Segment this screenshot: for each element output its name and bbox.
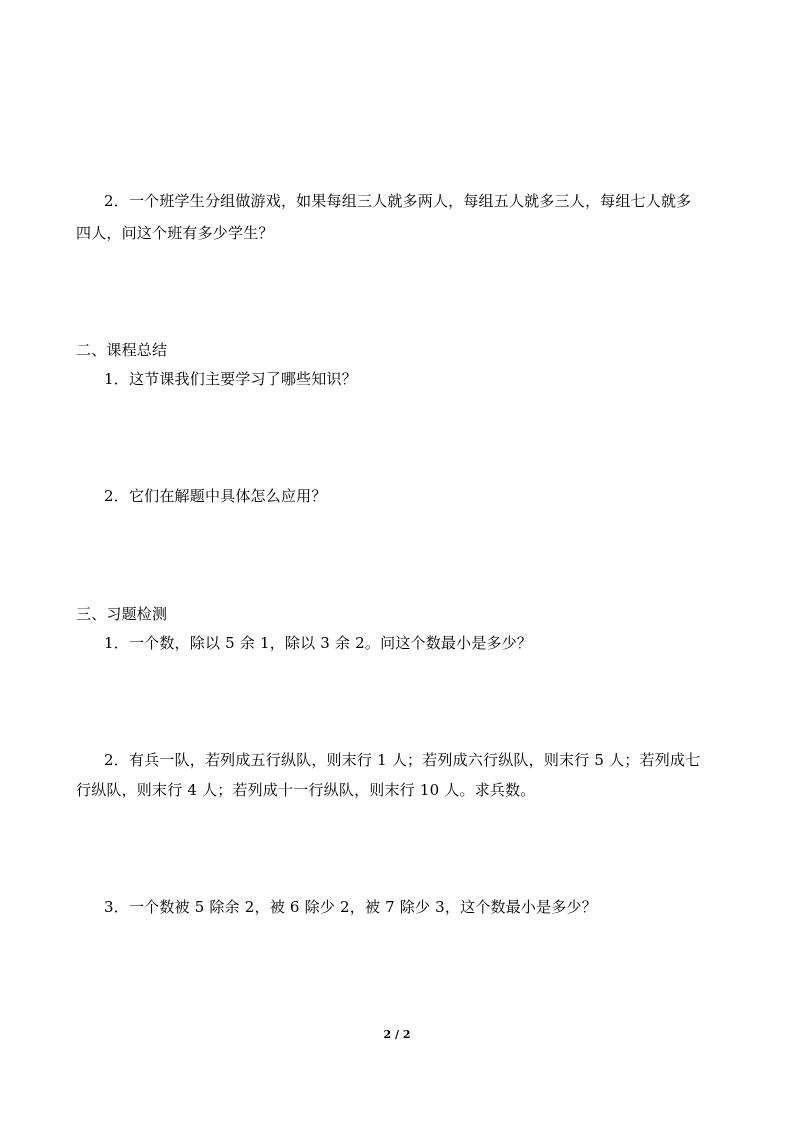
section-heading-course-summary: 二、课程总结 bbox=[76, 341, 168, 359]
exercise-question-2-line-1: 2．有兵一队，若列成五行纵队，则末行 1 人；若列成六行纵队，则末行 5 人；若列成七 bbox=[104, 751, 701, 769]
exercise-question-2-line-2: 行纵队，则末行 4 人；若列成十一行纵队，则末行 10 人。求兵数。 bbox=[76, 781, 536, 799]
exercise-question-1: 1．一个数，除以 5 余 1，除以 3 余 2。问这个数最小是多少？ bbox=[104, 634, 533, 652]
section-heading-exercises: 三、习题检测 bbox=[76, 605, 168, 623]
page-number: 2 / 2 bbox=[383, 1028, 411, 1041]
summary-question-2: 2．它们在解题中具体怎么应用？ bbox=[104, 487, 327, 505]
question-2-line-2: 四人，问这个班有多少学生？ bbox=[76, 224, 274, 242]
question-2-line-1: 2．一个班学生分组做游戏，如果每组三人就多两人，每组五人就多三人，每组七人就多 bbox=[104, 192, 692, 210]
summary-question-1: 1．这节课我们主要学习了哪些知识？ bbox=[104, 370, 357, 388]
exercise-question-3: 3．一个数被 5 除余 2，被 6 除少 2，被 7 除少 3，这个数最小是多少？ bbox=[104, 898, 597, 916]
